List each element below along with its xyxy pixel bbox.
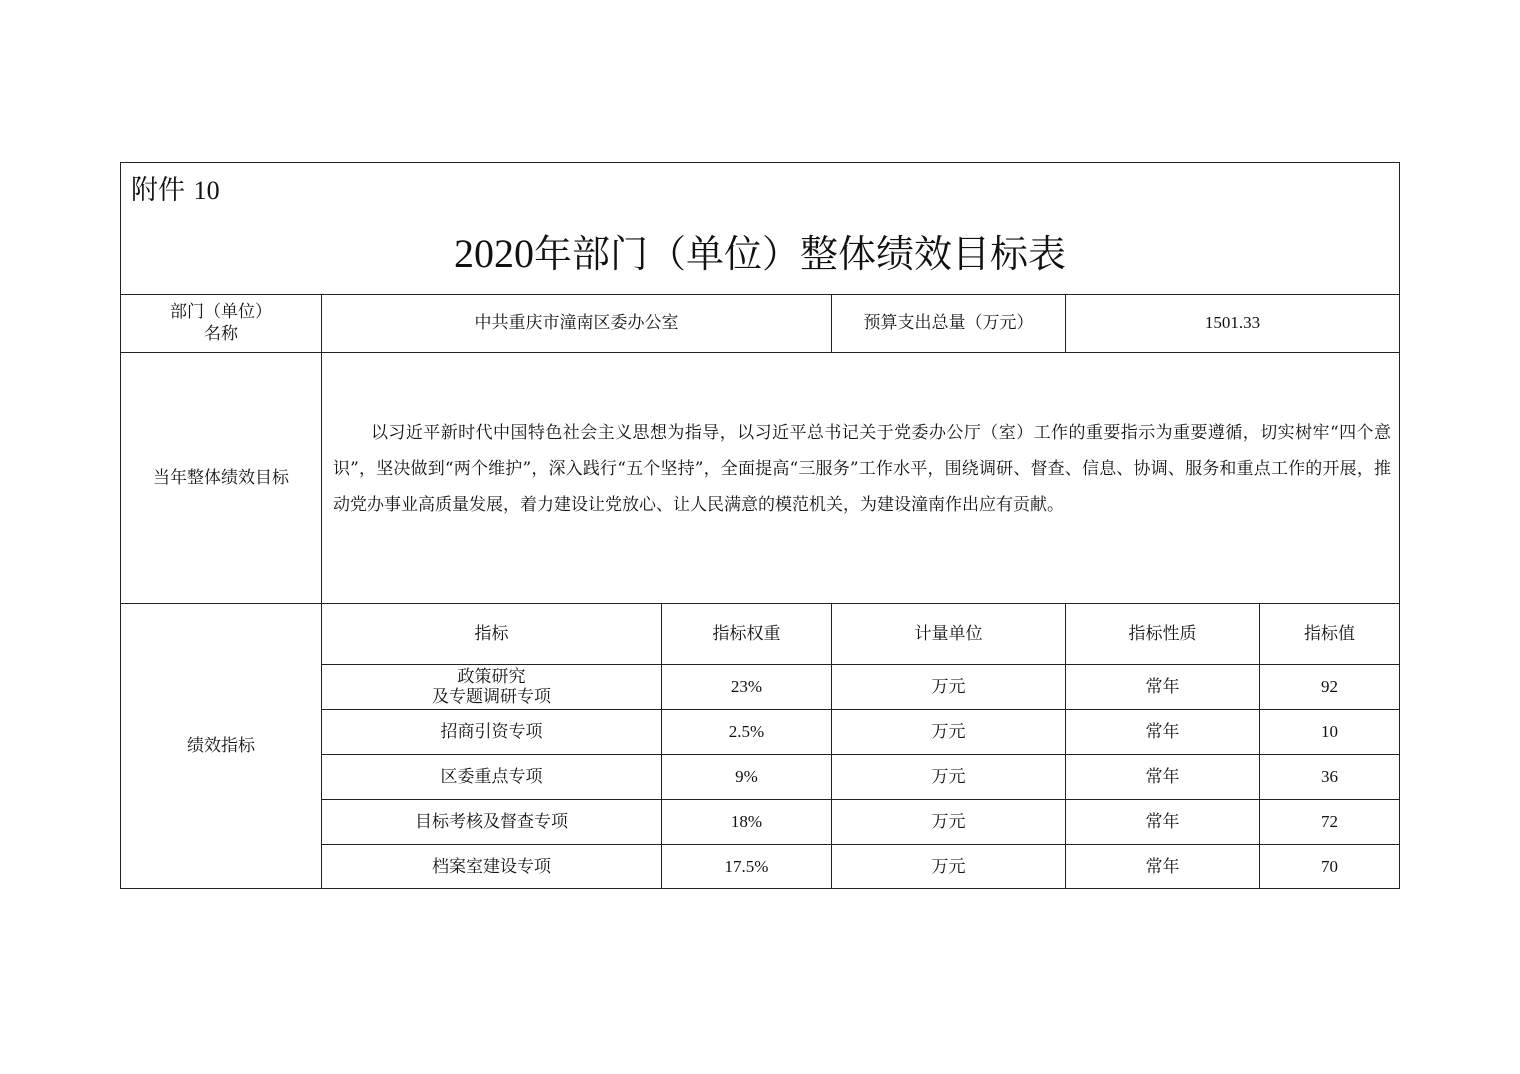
table-cell-nature: 常年 xyxy=(1145,856,1180,877)
table-cell-nature: 常年 xyxy=(1145,812,1180,832)
table-row-indicator: 招商引资专项 xyxy=(440,722,543,742)
table-cell-nature: 常年 xyxy=(1145,722,1180,742)
table-cell-value: 10 xyxy=(1321,722,1338,741)
goal-text: 以习近平新时代中国特色社会主义思想为指导，以习近平总书记关于党委办公厅（室）工作的重要指示为重要遵循，切实树牢“四个意识”，坚决做到“两个维护”，深入践行“五个坚持”，全面提高“三服务”工作水平，围绕调研、督查、信息、协调、服务和重点工作的开展，推动党办事业高质量发展，着力建设让党放心、让人民满意的模范机关，为建设潼南作出应有贡献。 xyxy=(333,423,1391,515)
table-cell-nature: 常年 xyxy=(1145,767,1180,787)
indicators-label: 绩效指标 xyxy=(187,736,255,756)
dept-label: 部门（单位） 名称 xyxy=(170,302,272,344)
table-cell-weight: 2.5% xyxy=(728,722,765,741)
column-header: 指标 xyxy=(474,624,509,644)
column-header: 指标性质 xyxy=(1128,624,1197,644)
column-header: 计量单位 xyxy=(914,624,983,644)
table-cell-unit: 万元 xyxy=(931,767,966,787)
table-cell-weight: 23% xyxy=(730,677,763,696)
dept-name: 中共重庆市潼南区委办公室 xyxy=(474,313,679,333)
table-row-indicator: 区委重点专项 xyxy=(440,767,543,787)
column-header: 指标值 xyxy=(1304,624,1355,644)
page-title: 2020年部门（单位）整体绩效目标表 xyxy=(453,231,1066,276)
column-header: 指标权重 xyxy=(712,624,781,644)
attachment-label: 附件 10 xyxy=(131,175,220,206)
budget-value: 1501.33 xyxy=(1204,313,1261,332)
table-cell-weight: 18% xyxy=(730,812,763,831)
table-cell-unit: 万元 xyxy=(931,856,966,877)
table-cell-value: 70 xyxy=(1321,856,1338,876)
budget-label: 预算支出总量（万元） xyxy=(863,313,1034,333)
performance-target-table xyxy=(120,162,1400,889)
table-cell-weight: 9% xyxy=(735,767,758,786)
table-cell-unit: 万元 xyxy=(931,677,966,697)
table-cell-weight: 17.5% xyxy=(724,856,769,876)
table-cell-value: 72 xyxy=(1321,812,1338,831)
table-row-indicator: 目标考核及督查专项 xyxy=(415,812,568,832)
table-cell-unit: 万元 xyxy=(931,722,966,742)
table-cell-value: 92 xyxy=(1321,677,1338,696)
goal-label: 当年整体绩效目标 xyxy=(153,468,289,488)
table-row-indicator: 政策研究 及专题调研专项 xyxy=(432,667,551,707)
table-row-indicator: 档案室建设专项 xyxy=(432,856,551,877)
table-cell-unit: 万元 xyxy=(931,812,966,832)
table-cell-nature: 常年 xyxy=(1145,677,1180,697)
table-cell-value: 36 xyxy=(1321,767,1338,786)
